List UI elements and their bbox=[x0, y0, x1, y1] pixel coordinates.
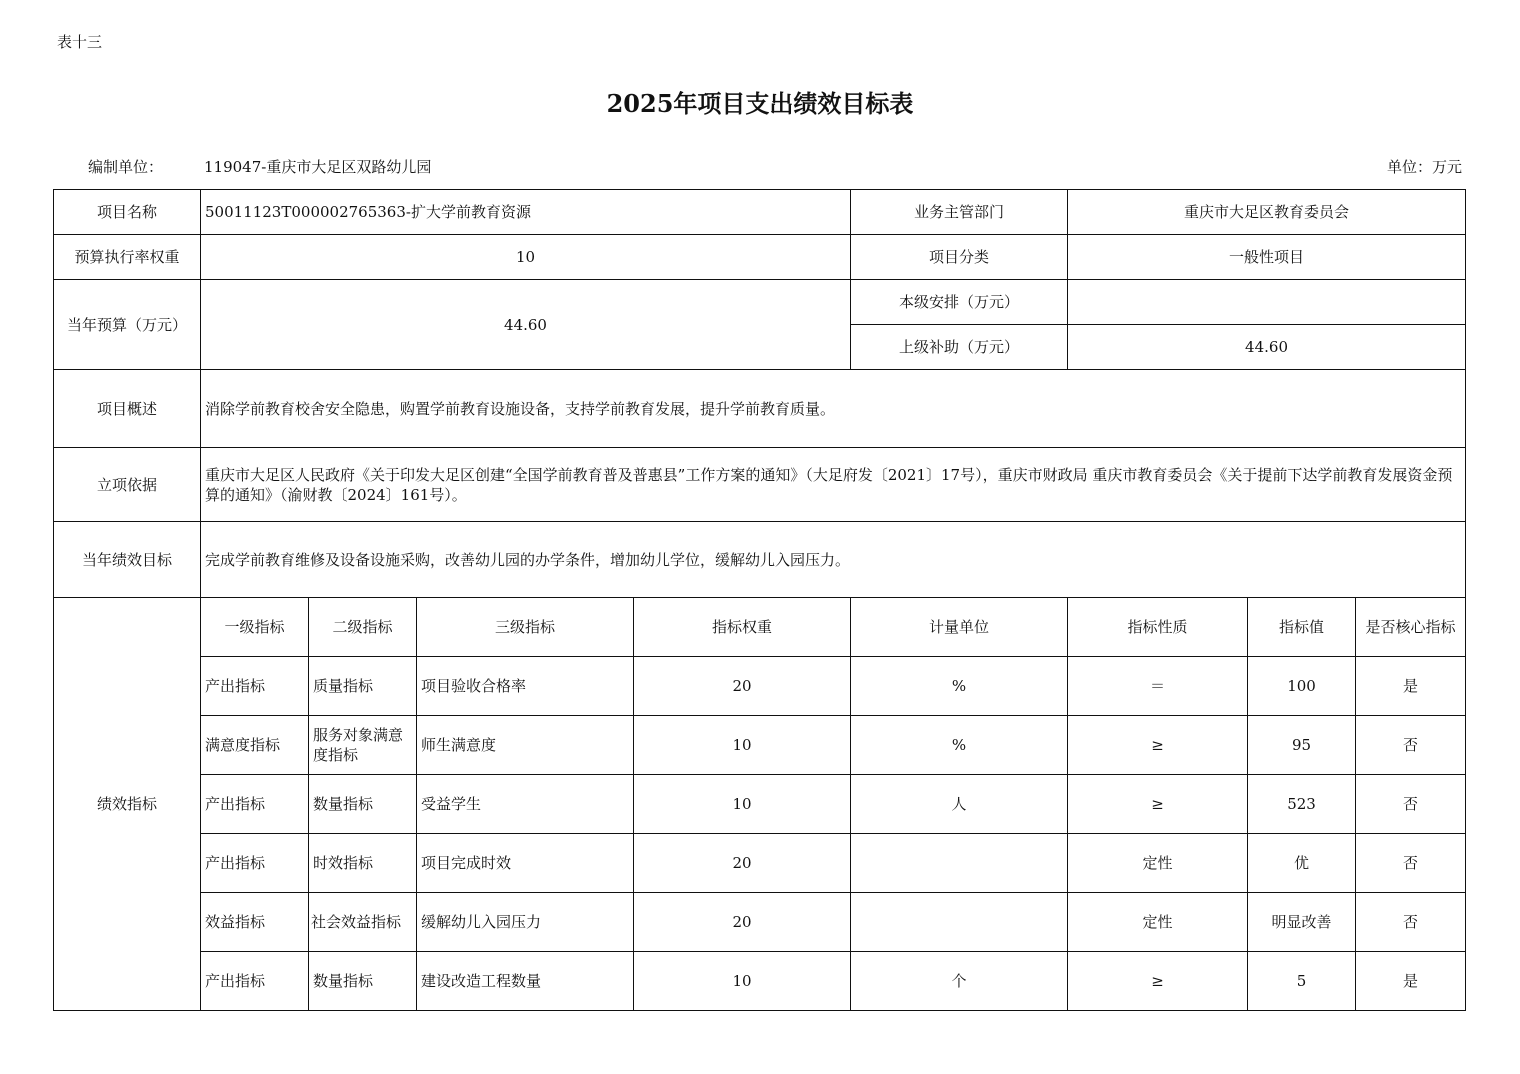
level2-cell: 质量指标 bbox=[309, 657, 417, 716]
level3-cell: 受益学生 bbox=[417, 775, 634, 834]
budget-value: 44.60 bbox=[201, 280, 851, 370]
nature-cell: ＝ bbox=[1068, 657, 1248, 716]
project-name-label: 项目名称 bbox=[54, 190, 201, 235]
org-label: 编制单位： bbox=[88, 158, 164, 176]
unit-cell bbox=[851, 893, 1068, 952]
org-value: 119047-重庆市大足区双路幼儿园 bbox=[204, 158, 432, 176]
indicators-section-label: 绩效指标 bbox=[54, 598, 201, 1011]
nature-cell: 定性 bbox=[1068, 893, 1248, 952]
level3-cell: 建设改造工程数量 bbox=[417, 952, 634, 1011]
exec-weight: 10 bbox=[201, 235, 851, 280]
unit-cell bbox=[851, 834, 1068, 893]
weight-cell: 20 bbox=[634, 834, 851, 893]
table-row bbox=[54, 716, 1466, 775]
level3-cell: 项目验收合格率 bbox=[417, 657, 634, 716]
value-cell: 95 bbox=[1248, 716, 1356, 775]
upper-value: 44.60 bbox=[1068, 325, 1466, 370]
value-cell: 100 bbox=[1248, 657, 1356, 716]
nature-cell: ≥ bbox=[1068, 775, 1248, 834]
core-cell: 是 bbox=[1356, 952, 1466, 1011]
level1-cell: 产出指标 bbox=[201, 834, 309, 893]
goal-value: 完成学前教育维修及设备设施采购，改善幼儿园的办学条件，增加幼儿学位，缓解幼儿入园压力。 bbox=[201, 522, 1466, 598]
unit-cell: 人 bbox=[851, 775, 1068, 834]
level2-cell: 数量指标 bbox=[309, 775, 417, 834]
core-cell: 否 bbox=[1356, 834, 1466, 893]
column-header: 是否核心指标 bbox=[1356, 598, 1466, 657]
level1-cell: 效益指标 bbox=[201, 893, 309, 952]
weight-cell: 20 bbox=[634, 657, 851, 716]
level1-cell: 产出指标 bbox=[201, 952, 309, 1011]
level3-cell: 师生满意度 bbox=[417, 716, 634, 775]
budget-label: 当年预算（万元） bbox=[54, 280, 201, 370]
core-cell: 否 bbox=[1356, 893, 1466, 952]
column-header: 二级指标 bbox=[309, 598, 417, 657]
dept-value: 重庆市大足区教育委员会 bbox=[1068, 190, 1466, 235]
core-cell: 否 bbox=[1356, 775, 1466, 834]
weight-cell: 10 bbox=[634, 952, 851, 1011]
table-row bbox=[54, 952, 1466, 1011]
local-value bbox=[1068, 280, 1466, 325]
value-cell: 523 bbox=[1248, 775, 1356, 834]
core-cell: 否 bbox=[1356, 716, 1466, 775]
value-cell: 5 bbox=[1248, 952, 1356, 1011]
value-cell: 优 bbox=[1248, 834, 1356, 893]
level1-cell: 产出指标 bbox=[201, 775, 309, 834]
table-row bbox=[54, 893, 1466, 952]
table-row bbox=[54, 657, 1466, 716]
local-label: 本级安排（万元） bbox=[851, 280, 1068, 325]
weight-cell: 10 bbox=[634, 716, 851, 775]
category-label: 项目分类 bbox=[851, 235, 1068, 280]
performance-table bbox=[53, 189, 1466, 1011]
column-header: 指标权重 bbox=[634, 598, 851, 657]
column-header: 三级指标 bbox=[417, 598, 634, 657]
weight-cell: 10 bbox=[634, 775, 851, 834]
column-header: 计量单位 bbox=[851, 598, 1068, 657]
level1-cell: 满意度指标 bbox=[201, 716, 309, 775]
unit-cell: % bbox=[851, 657, 1068, 716]
category-value: 一般性项目 bbox=[1068, 235, 1466, 280]
nature-cell: 定性 bbox=[1068, 834, 1248, 893]
basis-value: 重庆市大足区人民政府《关于印发大足区创建“全国学前教育普及普惠县”工作方案的通知》（大足府发〔2021〕17号），重庆市财政局 重庆市教育委员会《关于提前下达学前教育发展资金预算的通知》（渝财教〔2024〕161号）。 bbox=[201, 448, 1466, 522]
overview-value: 消除学前教育校舍安全隐患，购置学前教育设施设备，支持学前教育发展，提升学前教育质量。 bbox=[201, 370, 1466, 448]
core-cell: 是 bbox=[1356, 657, 1466, 716]
unit-cell: % bbox=[851, 716, 1068, 775]
project-name: 50011123T000002765363-扩大学前教育资源 bbox=[201, 190, 851, 235]
level2-cell: 社会效益指标 bbox=[309, 893, 417, 952]
nature-cell: ≥ bbox=[1068, 716, 1248, 775]
unit-label: 单位：万元 bbox=[1386, 158, 1462, 176]
level3-cell: 项目完成时效 bbox=[417, 834, 634, 893]
overview-label: 项目概述 bbox=[54, 370, 201, 448]
table-row bbox=[54, 834, 1466, 893]
value-cell: 明显改善 bbox=[1248, 893, 1356, 952]
upper-label: 上级补助（万元） bbox=[851, 325, 1068, 370]
sheet-id: 表十三 bbox=[57, 33, 103, 51]
exec-weight-label: 预算执行率权重 bbox=[54, 235, 201, 280]
weight-cell: 20 bbox=[634, 893, 851, 952]
dept-label: 业务主管部门 bbox=[851, 190, 1068, 235]
column-header: 指标性质 bbox=[1068, 598, 1248, 657]
unit-cell: 个 bbox=[851, 952, 1068, 1011]
page-title: 2025年项目支出绩效目标表 bbox=[606, 89, 914, 118]
level2-cell: 时效指标 bbox=[309, 834, 417, 893]
column-header: 指标值 bbox=[1248, 598, 1356, 657]
level1-cell: 产出指标 bbox=[201, 657, 309, 716]
basis-label: 立项依据 bbox=[54, 448, 201, 522]
level2-cell: 数量指标 bbox=[309, 952, 417, 1011]
level3-cell: 缓解幼儿入园压力 bbox=[417, 893, 634, 952]
table-row bbox=[54, 775, 1466, 834]
column-header: 一级指标 bbox=[201, 598, 309, 657]
nature-cell: ≥ bbox=[1068, 952, 1248, 1011]
goal-label: 当年绩效目标 bbox=[54, 522, 201, 598]
level2-cell: 服务对象满意度指标 bbox=[309, 716, 417, 775]
